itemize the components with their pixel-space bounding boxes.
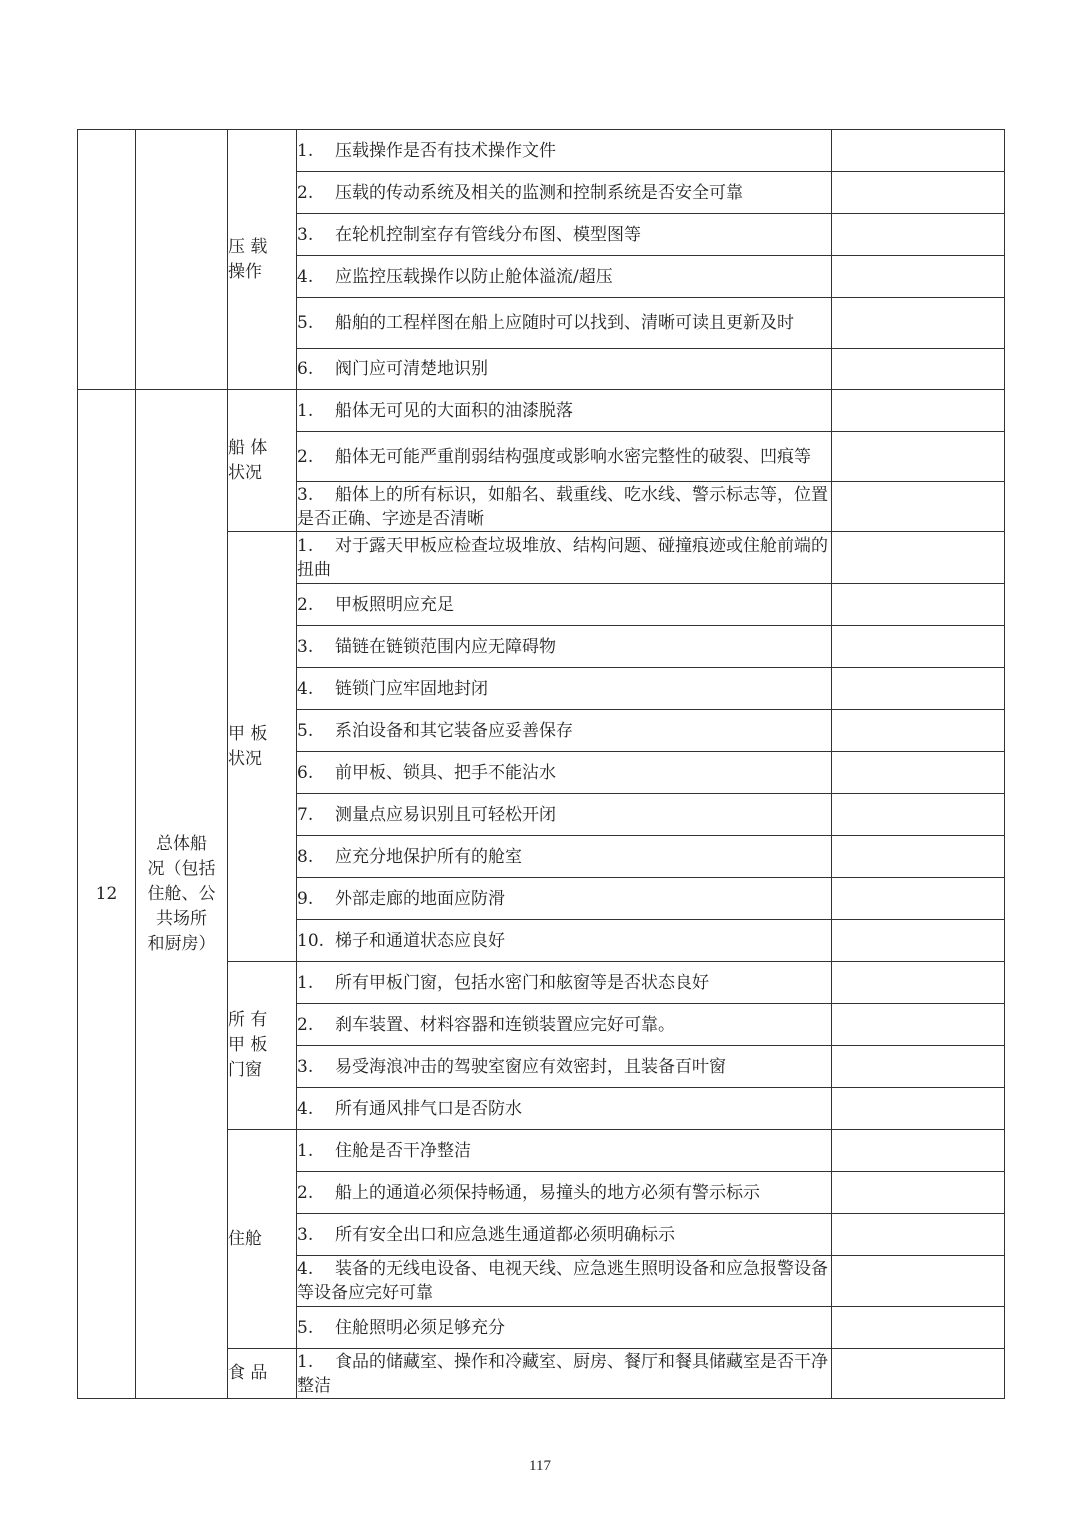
- result-cell[interactable]: [832, 962, 1005, 1004]
- result-cell[interactable]: [832, 584, 1005, 626]
- row-number: 12: [78, 390, 136, 1399]
- result-cell[interactable]: [832, 1214, 1005, 1256]
- check-item: 6. 阀门应可清楚地识别: [297, 349, 832, 390]
- row-number-cell-empty: [78, 130, 136, 390]
- check-item: 1. 压载操作是否有技术操作文件: [297, 130, 832, 172]
- section-title: 食 品: [228, 1349, 297, 1399]
- section-title: 船 体 状况: [228, 390, 297, 532]
- result-cell[interactable]: [832, 920, 1005, 962]
- result-cell[interactable]: [832, 878, 1005, 920]
- section-title: 所 有 甲 板 门窗: [228, 962, 297, 1130]
- check-item: 1. 对于露天甲板应检查垃圾堆放、结构问题、碰撞痕迹或住舱前端的扭曲: [297, 532, 832, 584]
- check-item: 1. 食品的储藏室、操作和冷藏室、厨房、餐厅和餐具储藏室是否干净整洁: [297, 1349, 832, 1399]
- check-item: 2. 压载的传动系统及相关的监测和控制系统是否安全可靠: [297, 172, 832, 214]
- check-item: 1. 所有甲板门窗，包括水密门和舷窗等是否状态良好: [297, 962, 832, 1004]
- check-item: 7. 测量点应易识别且可轻松开闭: [297, 794, 832, 836]
- inspection-table: [77, 129, 1005, 1399]
- result-cell[interactable]: [832, 532, 1005, 584]
- check-item: 4. 应监控压载操作以防止舱体溢流/超压: [297, 256, 832, 298]
- result-cell[interactable]: [832, 1046, 1005, 1088]
- check-item: 1. 船体无可见的大面积的油漆脱落: [297, 390, 832, 432]
- check-item: 8. 应充分地保护所有的舱室: [297, 836, 832, 878]
- check-item: 5. 船舶的工程样图在船上应随时可以找到、清晰可读且更新及时: [297, 298, 832, 349]
- check-item: 2. 船上的通道必须保持畅通，易撞头的地方必须有警示标示: [297, 1172, 832, 1214]
- check-item: 6. 前甲板、锁具、把手不能沾水: [297, 752, 832, 794]
- result-cell[interactable]: [832, 256, 1005, 298]
- page-number: 117: [529, 1458, 551, 1474]
- section-title: 住舱: [228, 1130, 297, 1349]
- check-item: 4. 装备的无线电设备、电视天线、应急逃生照明设备和应急报警设备等设备应完好可靠: [297, 1256, 832, 1307]
- result-cell[interactable]: [832, 432, 1005, 482]
- check-item: 3. 所有安全出口和应急逃生通道都必须明确标示: [297, 1214, 832, 1256]
- check-item: 3. 锚链在链锁范围内应无障碍物: [297, 626, 832, 668]
- check-item: 4. 链锁门应牢固地封闭: [297, 668, 832, 710]
- check-item: 5. 住舱照明必须足够充分: [297, 1307, 832, 1349]
- result-cell[interactable]: [832, 298, 1005, 349]
- check-item: 10. 梯子和通道状态应良好: [297, 920, 832, 962]
- category-label: 总体船 况（包括 住舱、公 共场所 和厨房）: [136, 390, 228, 1399]
- result-cell[interactable]: [832, 836, 1005, 878]
- check-item: 2. 刹车装置、材料容器和连锁装置应完好可靠。: [297, 1004, 832, 1046]
- result-cell[interactable]: [832, 172, 1005, 214]
- section-title: 甲 板 状况: [228, 532, 297, 962]
- check-item: 9. 外部走廊的地面应防滑: [297, 878, 832, 920]
- result-cell[interactable]: [832, 214, 1005, 256]
- check-item: 3. 船体上的所有标识，如船名、载重线、吃水线、警示标志等，位置是否正确、字迹是否清晰: [297, 482, 832, 532]
- result-cell[interactable]: [832, 1349, 1005, 1399]
- result-cell[interactable]: [832, 130, 1005, 172]
- result-cell[interactable]: [832, 349, 1005, 390]
- result-cell[interactable]: [832, 626, 1005, 668]
- result-cell[interactable]: [832, 710, 1005, 752]
- result-cell[interactable]: [832, 1130, 1005, 1172]
- result-cell[interactable]: [832, 794, 1005, 836]
- check-item: 2. 甲板照明应充足: [297, 584, 832, 626]
- check-item: 3. 易受海浪冲击的驾驶室窗应有效密封，且装备百叶窗: [297, 1046, 832, 1088]
- check-item: 1. 住舱是否干净整洁: [297, 1130, 832, 1172]
- result-cell[interactable]: [832, 1088, 1005, 1130]
- result-cell[interactable]: [832, 1004, 1005, 1046]
- check-item: 5. 系泊设备和其它装备应妥善保存: [297, 710, 832, 752]
- check-item: 4. 所有通风排气口是否防水: [297, 1088, 832, 1130]
- result-cell[interactable]: [832, 1256, 1005, 1307]
- check-item: 3. 在轮机控制室存有管线分布图、模型图等: [297, 214, 832, 256]
- check-item: 2. 船体无可能严重削弱结构强度或影响水密完整性的破裂、凹痕等: [297, 432, 832, 482]
- result-cell[interactable]: [832, 668, 1005, 710]
- result-cell[interactable]: [832, 1172, 1005, 1214]
- result-cell[interactable]: [832, 752, 1005, 794]
- result-cell[interactable]: [832, 1307, 1005, 1349]
- category-cell-empty: [136, 130, 228, 390]
- result-cell[interactable]: [832, 482, 1005, 532]
- section-title: 压 载 操作: [228, 130, 297, 390]
- result-cell[interactable]: [832, 390, 1005, 432]
